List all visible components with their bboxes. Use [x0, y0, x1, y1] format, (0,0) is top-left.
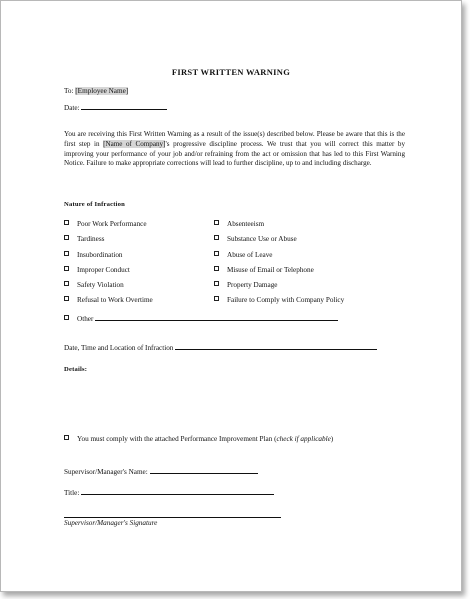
- infraction-label: Poor Work Performance: [77, 220, 147, 228]
- infraction-label: Substance Use or Abuse: [227, 235, 297, 243]
- infraction-misuse-email-telephone[interactable]: [214, 266, 314, 274]
- date-time-location-label: Date, Time and Location of Infraction: [64, 344, 174, 352]
- checkbox-icon[interactable]: [214, 296, 219, 301]
- supervisor-name-label: Supervisor/Manager's Name:: [64, 468, 148, 476]
- supervisor-name-field[interactable]: [150, 466, 258, 474]
- infraction-property-damage[interactable]: [214, 281, 278, 289]
- signature-label: Supervisor/Manager's Signature: [64, 519, 158, 527]
- to-label: To:: [64, 87, 74, 95]
- infraction-absenteeism[interactable]: [214, 220, 264, 228]
- infraction-insubordination[interactable]: [64, 251, 123, 259]
- to-row: [64, 87, 128, 95]
- title-field[interactable]: [81, 487, 274, 495]
- infraction-label: Refusal to Work Overtime: [77, 296, 153, 304]
- infraction-tardiness[interactable]: [64, 235, 104, 243]
- title-row: [64, 487, 274, 497]
- infraction-other: [64, 313, 338, 323]
- infraction-label: Misuse of Email or Telephone: [227, 266, 314, 274]
- checkbox-icon[interactable]: [214, 235, 219, 240]
- checkbox-icon[interactable]: [214, 266, 219, 271]
- checkbox-icon[interactable]: [64, 235, 69, 240]
- checkbox-icon[interactable]: [214, 220, 219, 225]
- infraction-label: Insubordination: [77, 251, 123, 259]
- checkbox-icon[interactable]: [64, 315, 69, 320]
- infraction-label: Improper Conduct: [77, 266, 130, 274]
- date-time-location-field[interactable]: [175, 342, 377, 350]
- infraction-label: Abuse of Leave: [227, 251, 273, 259]
- intro-text-2: 's progressive discipline process. We trust that you will correct this matter by improving your performance of your job and/or refraining from the act or omission that has led to this First Warning Notice. Failure to make appropriate corrections will lead to further discipline, up to and including discharge.: [64, 139, 405, 168]
- date-row: [64, 102, 167, 112]
- infraction-safety-violation[interactable]: [64, 281, 124, 289]
- pip-checkbox[interactable]: [64, 435, 69, 440]
- checkbox-icon[interactable]: [64, 266, 69, 271]
- pip-text: You must comply with the attached Performance Improvement Plan (: [77, 435, 277, 443]
- pip-row: [64, 435, 333, 443]
- nature-heading: Nature of Infraction: [64, 201, 126, 208]
- infraction-abuse-of-leave[interactable]: [214, 251, 273, 259]
- infraction-label: Failure to Comply with Company Policy: [227, 296, 345, 304]
- pip-close-paren: ): [330, 435, 334, 443]
- signature-line[interactable]: [64, 517, 281, 518]
- company-name-field[interactable]: [Name of Company]: [103, 139, 166, 148]
- infraction-label: Tardiness: [77, 235, 105, 243]
- checkbox-icon[interactable]: [64, 251, 69, 256]
- title-label: Title:: [64, 489, 80, 497]
- checkbox-icon[interactable]: [64, 281, 69, 286]
- details-heading: Details:: [64, 366, 88, 373]
- intro-text-1: You are receiving this First Written Warning as a result of the issue(s) described below. Please be aware that this is the first step in: [64, 130, 405, 148]
- other-field[interactable]: [95, 313, 338, 321]
- infraction-poor-work-performance[interactable]: [64, 220, 147, 228]
- other-label: Other: [77, 315, 94, 323]
- infraction-refusal-overtime[interactable]: [64, 296, 153, 304]
- checkbox-icon[interactable]: [64, 220, 69, 225]
- infraction-label: Safety Violation: [77, 281, 124, 289]
- checkbox-icon[interactable]: [64, 296, 69, 301]
- infraction-company-policy[interactable]: [214, 296, 344, 304]
- checkbox-icon[interactable]: [214, 251, 219, 256]
- infraction-label: Property Damage: [227, 281, 278, 289]
- pip-check-note: check if applicable: [276, 435, 331, 443]
- date-label: Date:: [64, 104, 80, 112]
- infraction-label: Absenteeism: [227, 220, 265, 228]
- document-title: FIRST WRITTEN WARNING: [171, 67, 291, 77]
- date-field[interactable]: [81, 102, 167, 110]
- date-time-location-row: [64, 342, 377, 352]
- infraction-improper-conduct[interactable]: [64, 266, 130, 274]
- intro-paragraph: [64, 130, 405, 169]
- checkbox-icon[interactable]: [214, 281, 219, 286]
- supervisor-name-row: [64, 466, 258, 476]
- infraction-substance-use[interactable]: [214, 235, 297, 243]
- employee-name-field[interactable]: [Employee Name]: [75, 87, 129, 95]
